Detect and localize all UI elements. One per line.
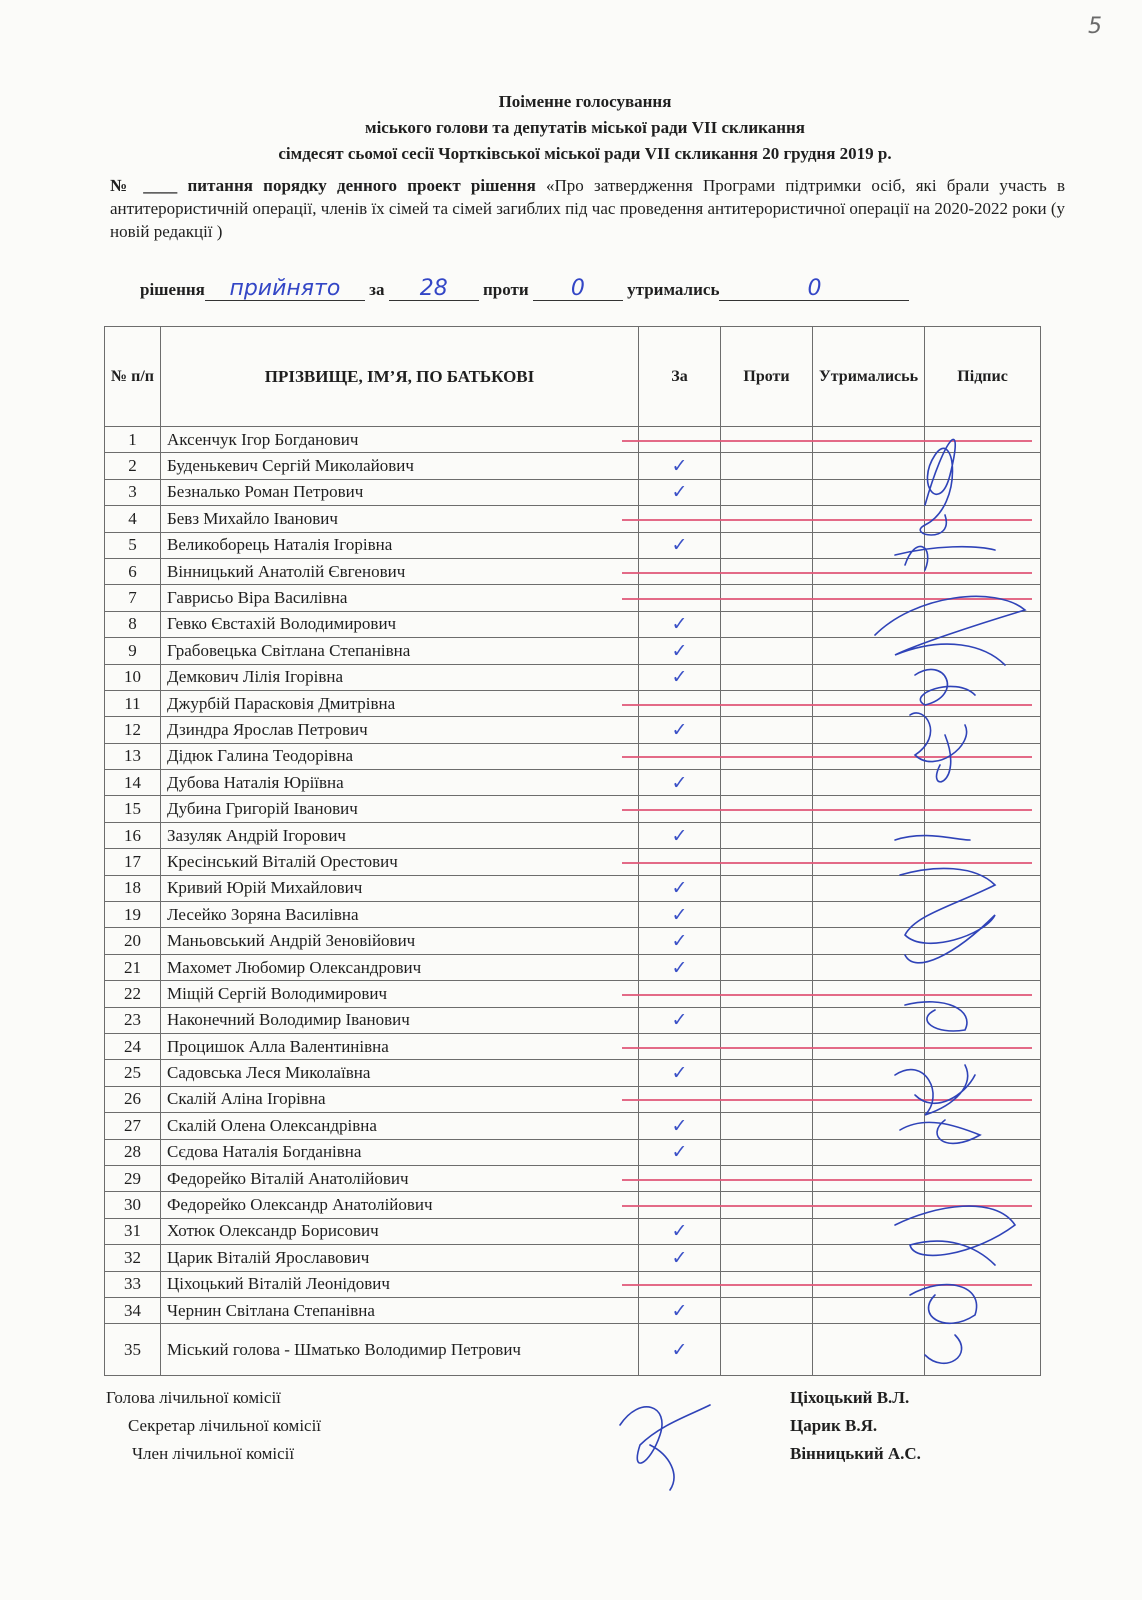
vote-for-cell bbox=[639, 1218, 721, 1244]
agenda-item bbox=[110, 174, 1065, 243]
row-number: 1 bbox=[105, 427, 161, 453]
vote-for-cell bbox=[639, 664, 721, 690]
against-value: 0 bbox=[533, 278, 623, 301]
vote-for-cell bbox=[639, 717, 721, 743]
against-label: проти bbox=[482, 280, 529, 299]
deputy-name: Кривий Юрій Михайлович bbox=[161, 875, 639, 901]
vote-against-cell bbox=[721, 638, 813, 664]
for-label: за bbox=[369, 280, 385, 299]
row-number: 16 bbox=[105, 822, 161, 848]
vote-for-cell bbox=[639, 638, 721, 664]
deputy-name: Великоборець Наталія Ігорівна bbox=[161, 532, 639, 558]
vote-against-cell bbox=[721, 770, 813, 796]
deputy-name: Буденькевич Сергій Миколайович bbox=[161, 453, 639, 479]
row-number: 12 bbox=[105, 717, 161, 743]
row-number: 23 bbox=[105, 1007, 161, 1033]
signatures-scribble bbox=[855, 395, 1065, 1435]
row-number: 4 bbox=[105, 506, 161, 532]
check-mark-icon: ✓ bbox=[671, 877, 688, 900]
check-mark-icon: ✓ bbox=[671, 718, 688, 741]
check-mark-icon: ✓ bbox=[671, 771, 688, 794]
vote-for-cell bbox=[639, 770, 721, 796]
deputy-name: Сєдова Наталія Богданівна bbox=[161, 1139, 639, 1165]
check-mark-icon: ✓ bbox=[671, 903, 688, 926]
vote-for-cell bbox=[639, 954, 721, 980]
deputy-name: Чернин Світлана Степанівна bbox=[161, 1297, 639, 1323]
vote-for-cell bbox=[639, 902, 721, 928]
deputy-name: Бевз Михайло Іванович bbox=[161, 506, 639, 532]
deputy-name: Грабовецька Світлана Степанівна bbox=[161, 638, 639, 664]
title-line-2: міського голови та депутатів міської ради VII скликання bbox=[365, 118, 805, 137]
secretary-name: Царик В.Я. bbox=[790, 1416, 878, 1435]
vote-for-cell bbox=[639, 1139, 721, 1165]
row-number: 30 bbox=[105, 1192, 161, 1218]
deputy-name: Хотюк Олександр Борисович bbox=[161, 1218, 639, 1244]
check-mark-icon: ✓ bbox=[671, 613, 688, 636]
abstain-value: 0 bbox=[719, 278, 909, 301]
deputy-name: Гаврисьо Віра Василівна bbox=[161, 585, 639, 611]
col-for-header: За bbox=[639, 327, 721, 427]
deputy-name: Вінницький Анатолій Євгенович bbox=[161, 558, 639, 584]
row-number: 8 bbox=[105, 611, 161, 637]
row-number: 3 bbox=[105, 479, 161, 505]
vote-against-cell bbox=[721, 875, 813, 901]
row-number: 28 bbox=[105, 1139, 161, 1165]
deputy-name: Садовська Леся Миколаївна bbox=[161, 1060, 639, 1086]
deputy-name: Безналько Роман Петрович bbox=[161, 479, 639, 505]
vote-for-cell bbox=[639, 453, 721, 479]
deputy-name: Міщій Сергій Володимирович bbox=[161, 981, 639, 1007]
deputy-name: Царик Віталій Ярославович bbox=[161, 1245, 639, 1271]
vote-for-cell bbox=[639, 1324, 721, 1376]
vote-against-cell bbox=[721, 1113, 813, 1139]
check-mark-icon: ✓ bbox=[671, 455, 688, 478]
vote-against-cell bbox=[721, 1139, 813, 1165]
check-mark-icon: ✓ bbox=[671, 666, 688, 689]
vote-for-cell bbox=[639, 1113, 721, 1139]
row-number: 21 bbox=[105, 954, 161, 980]
check-mark-icon: ✓ bbox=[671, 1009, 688, 1032]
member-name: Вінницький А.С. bbox=[790, 1444, 921, 1463]
vote-against-cell bbox=[721, 954, 813, 980]
row-number: 32 bbox=[105, 1245, 161, 1271]
vote-against-cell bbox=[721, 453, 813, 479]
deputy-name: Дідюк Галина Теодорівна bbox=[161, 743, 639, 769]
row-number: 22 bbox=[105, 981, 161, 1007]
col-num-header: № п/п bbox=[105, 327, 161, 427]
vote-for-cell bbox=[639, 875, 721, 901]
committee-signature bbox=[610, 1385, 720, 1495]
for-value: 28 bbox=[389, 278, 479, 301]
row-number: 29 bbox=[105, 1165, 161, 1191]
title-line-1: Поіменне голосування bbox=[498, 92, 672, 111]
decision-value: прийнято bbox=[205, 278, 365, 301]
check-mark-icon: ✓ bbox=[671, 930, 688, 953]
deputy-name: Кресінський Віталій Орестович bbox=[161, 849, 639, 875]
col-name-header: ПРІЗВИЩЕ, ІМ’Я, ПО БАТЬКОВІ bbox=[161, 327, 639, 427]
vote-against-cell bbox=[721, 1297, 813, 1323]
vote-for-cell bbox=[639, 822, 721, 848]
deputy-name: Процишок Алла Валентинівна bbox=[161, 1033, 639, 1059]
row-number: 9 bbox=[105, 638, 161, 664]
check-mark-icon: ✓ bbox=[671, 956, 688, 979]
vote-against-cell bbox=[721, 1218, 813, 1244]
row-number: 11 bbox=[105, 690, 161, 716]
row-number: 18 bbox=[105, 875, 161, 901]
col-abstain-header: Утрималисьь bbox=[813, 327, 925, 427]
deputy-name: Аксенчук Ігор Богданович bbox=[161, 427, 639, 453]
check-mark-icon: ✓ bbox=[671, 534, 688, 557]
deputy-name: Скалій Олена Олександрівна bbox=[161, 1113, 639, 1139]
row-number: 2 bbox=[105, 453, 161, 479]
deputy-name: Джурбій Парасковія Дмитрівна bbox=[161, 690, 639, 716]
check-mark-icon: ✓ bbox=[671, 1114, 688, 1137]
row-number: 17 bbox=[105, 849, 161, 875]
vote-for-cell bbox=[639, 611, 721, 637]
deputy-name: Дубина Григорій Іванович bbox=[161, 796, 639, 822]
check-mark-icon: ✓ bbox=[671, 1299, 688, 1322]
row-number: 35 bbox=[105, 1324, 161, 1376]
vote-against-cell bbox=[721, 479, 813, 505]
vote-against-cell bbox=[721, 717, 813, 743]
row-number: 26 bbox=[105, 1086, 161, 1112]
vote-for-cell bbox=[639, 1060, 721, 1086]
title-line-3: сімдесят сьомої сесії Чортківської міської ради VII скликання 20 грудня 2019 р. bbox=[278, 144, 892, 163]
check-mark-icon: ✓ bbox=[671, 1246, 688, 1269]
deputy-name: Махомет Любомир Олександрович bbox=[161, 954, 639, 980]
row-number: 15 bbox=[105, 796, 161, 822]
abstain-label: утримались bbox=[627, 280, 720, 299]
vote-against-cell bbox=[721, 1007, 813, 1033]
deputy-name: Ціхоцький Віталій Леонідович bbox=[161, 1271, 639, 1297]
vote-for-cell bbox=[639, 1245, 721, 1271]
vote-for-cell bbox=[639, 1007, 721, 1033]
col-signature-header: Підпис bbox=[925, 327, 1041, 427]
deputy-name: Гевко Євстахій Володимирович bbox=[161, 611, 639, 637]
member-label: Член лічильної комісії bbox=[132, 1444, 295, 1463]
check-mark-icon: ✓ bbox=[671, 1062, 688, 1085]
row-number: 14 bbox=[105, 770, 161, 796]
deputy-name: Федорейко Віталій Анатолійович bbox=[161, 1165, 639, 1191]
row-number: 33 bbox=[105, 1271, 161, 1297]
vote-for-cell bbox=[639, 532, 721, 558]
row-number: 24 bbox=[105, 1033, 161, 1059]
vote-against-cell bbox=[721, 1060, 813, 1086]
page-number: 5 bbox=[1088, 14, 1102, 39]
row-number: 13 bbox=[105, 743, 161, 769]
row-number: 31 bbox=[105, 1218, 161, 1244]
check-mark-icon: ✓ bbox=[671, 1141, 688, 1164]
deputy-name: Федорейко Олександр Анатолійович bbox=[161, 1192, 639, 1218]
agenda-text: «Про затвердження Програми підтримки осіб, які брали участь в антитерористичній операції, членів їх сімей та сімей загиблих під час проведення антитерористичної операції на 2020-2022 роки (у новій редакції ) bbox=[110, 176, 1065, 241]
vote-result bbox=[140, 278, 1040, 301]
row-number: 20 bbox=[105, 928, 161, 954]
row-number: 7 bbox=[105, 585, 161, 611]
col-against-header: Проти bbox=[721, 327, 813, 427]
row-number: 10 bbox=[105, 664, 161, 690]
vote-against-cell bbox=[721, 664, 813, 690]
deputy-name: Лесейко Зоряна Василівна bbox=[161, 902, 639, 928]
row-number: 19 bbox=[105, 902, 161, 928]
deputy-name: Дубова Наталія Юріївна bbox=[161, 770, 639, 796]
check-mark-icon: ✓ bbox=[671, 1220, 688, 1243]
vote-against-cell bbox=[721, 532, 813, 558]
deputy-name: Міський голова - Шматько Володимир Петрович bbox=[161, 1324, 639, 1376]
deputy-name: Зазуляк Андрій Ігорович bbox=[161, 822, 639, 848]
agenda-prefix: № ____ питання порядку денного проект рішення bbox=[110, 176, 536, 195]
vote-against-cell bbox=[721, 902, 813, 928]
check-mark-icon: ✓ bbox=[671, 639, 688, 662]
secretary-label: Секретар лічильної комісії bbox=[128, 1416, 322, 1435]
chair-name: Ціхоцький В.Л. bbox=[790, 1388, 910, 1407]
check-mark-icon: ✓ bbox=[671, 1338, 688, 1361]
row-number: 25 bbox=[105, 1060, 161, 1086]
vote-for-cell bbox=[639, 1297, 721, 1323]
vote-for-cell bbox=[639, 479, 721, 505]
deputy-name: Маньовський Андрій Зеновійович bbox=[161, 928, 639, 954]
check-mark-icon: ✓ bbox=[671, 481, 688, 504]
deputy-name: Наконечний Володимир Іванович bbox=[161, 1007, 639, 1033]
row-number: 34 bbox=[105, 1297, 161, 1323]
vote-for-cell bbox=[639, 928, 721, 954]
decision-label: рішення bbox=[140, 280, 205, 299]
row-number: 27 bbox=[105, 1113, 161, 1139]
chair-label: Голова лічильної комісії bbox=[106, 1388, 281, 1407]
vote-against-cell bbox=[721, 822, 813, 848]
check-mark-icon: ✓ bbox=[671, 824, 688, 847]
vote-against-cell bbox=[721, 1324, 813, 1376]
vote-against-cell bbox=[721, 611, 813, 637]
deputy-name: Скалій Аліна Ігорівна bbox=[161, 1086, 639, 1112]
deputy-name: Демкович Лілія Ігорівна bbox=[161, 664, 639, 690]
row-number: 5 bbox=[105, 532, 161, 558]
vote-against-cell bbox=[721, 1245, 813, 1271]
deputy-name: Дзиндра Ярослав Петрович bbox=[161, 717, 639, 743]
row-number: 6 bbox=[105, 558, 161, 584]
vote-against-cell bbox=[721, 928, 813, 954]
